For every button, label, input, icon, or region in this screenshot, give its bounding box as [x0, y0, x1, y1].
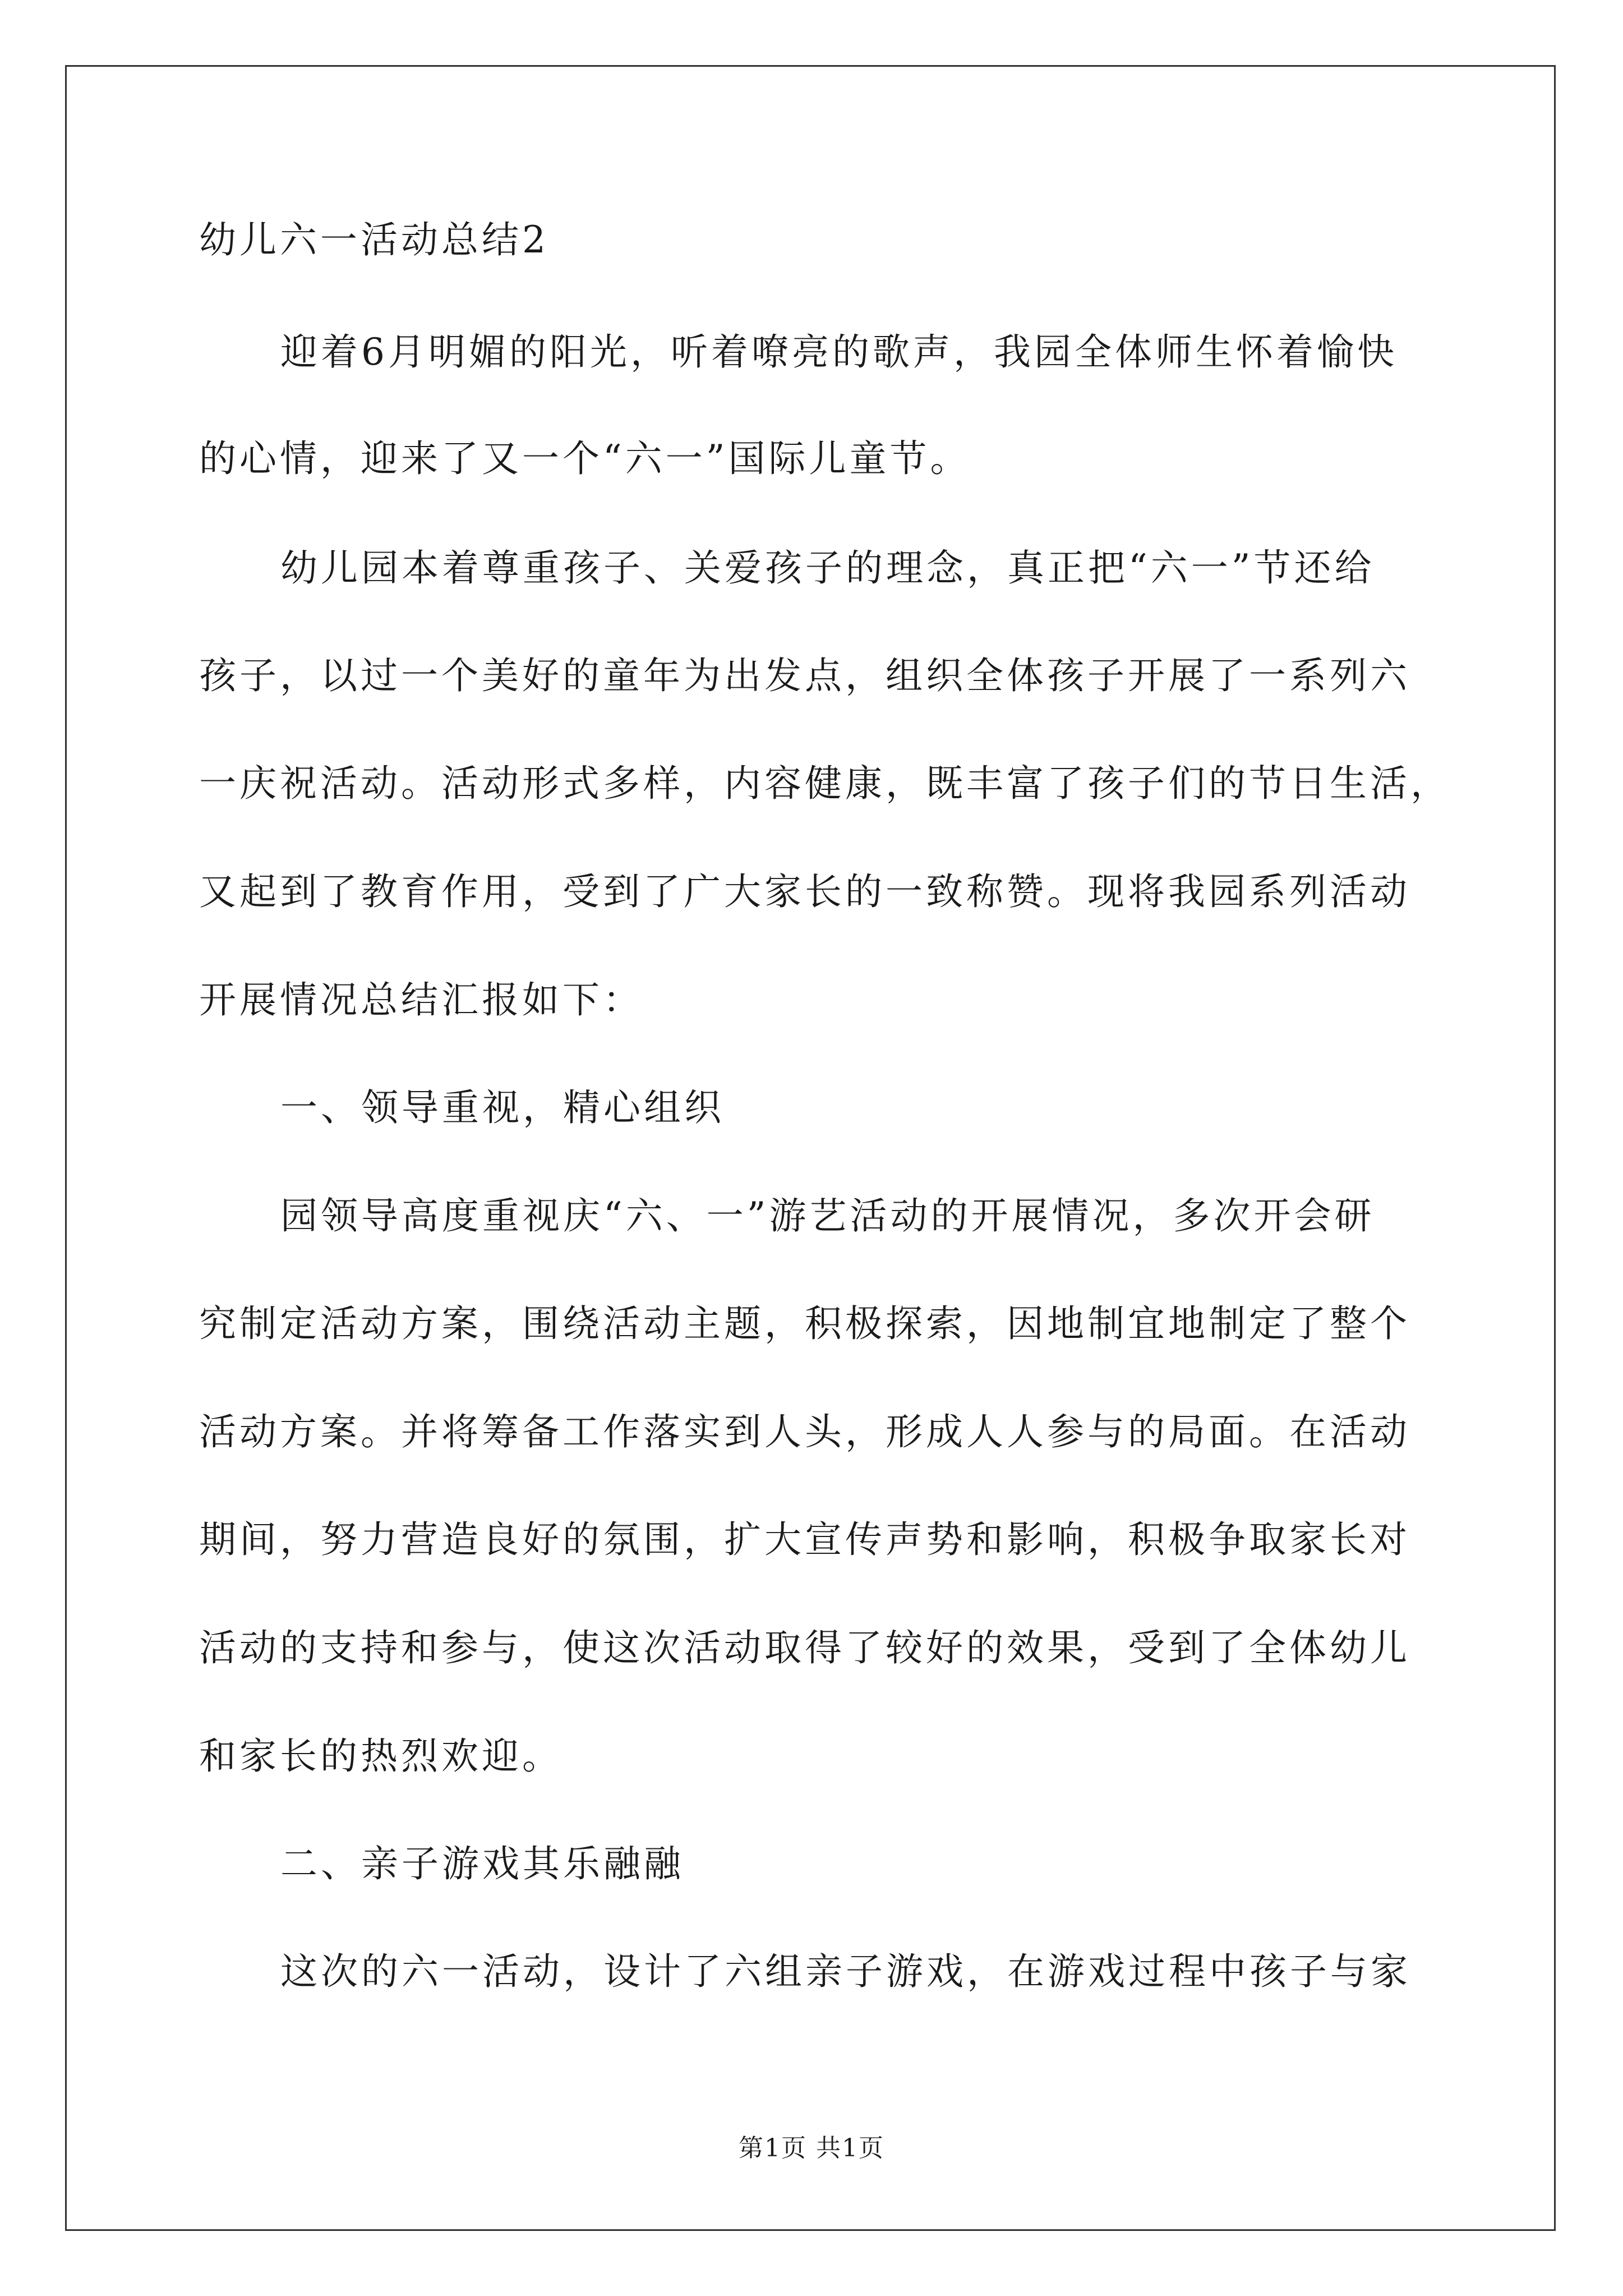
- paragraph-line: 孩子，以过一个美好的童年为出发点，组织全体孩子开展了一系列六: [199, 654, 1410, 697]
- paragraph-line: 究制定活动方案，围绕活动主题，积极探索，因地制宜地制定了整个: [199, 1302, 1410, 1345]
- paragraph-line: 和家长的热烈欢迎。: [199, 1734, 562, 1778]
- paragraph-line: 又起到了教育作用，受到了广大家长的一致称赞。现将我园系列活动: [199, 870, 1410, 913]
- paragraph-line: 期间，努力营造良好的氛围，扩大宣传声势和影响，积极争取家长对: [199, 1518, 1410, 1561]
- paragraph-line: 迎着6月明媚的阳光，听着嘹亮的歌声，我园全体师生怀着愉快: [280, 330, 1398, 374]
- paragraph-line: 一庆祝活动。活动形式多样，内容健康，既丰富了孩子们的节日生活，: [199, 762, 1451, 805]
- paragraph-line: 幼儿园本着尊重孩子、关爱孩子的理念，真正把“六一”节还给: [280, 546, 1375, 590]
- page-footer: 第1页 共1页: [739, 2134, 884, 2162]
- paragraph-line: 开展情况总结汇报如下：: [199, 978, 643, 1022]
- paragraph-line: 活动的支持和参与，使这次活动取得了较好的效果，受到了全体幼儿: [199, 1626, 1410, 1669]
- page-border: [65, 65, 1556, 2231]
- paragraph-line: 的心情，迎来了又一个“六一”国际儿童节。: [199, 437, 971, 480]
- section-heading: 一、领导重视，精心组织: [280, 1086, 725, 1129]
- section-heading: 二、亲子游戏其乐融融: [280, 1842, 684, 1885]
- document-title: 幼儿六一活动总结2: [199, 218, 549, 261]
- paragraph-line: 活动方案。并将筹备工作落实到人头，形成人人参与的局面。在活动: [199, 1410, 1410, 1453]
- paragraph-line: 园领导高度重视庆“六、一”游艺活动的开展情况，多次开会研: [280, 1194, 1375, 1237]
- paragraph-line: 这次的六一活动，设计了六组亲子游戏，在游戏过程中孩子与家: [280, 1950, 1411, 1993]
